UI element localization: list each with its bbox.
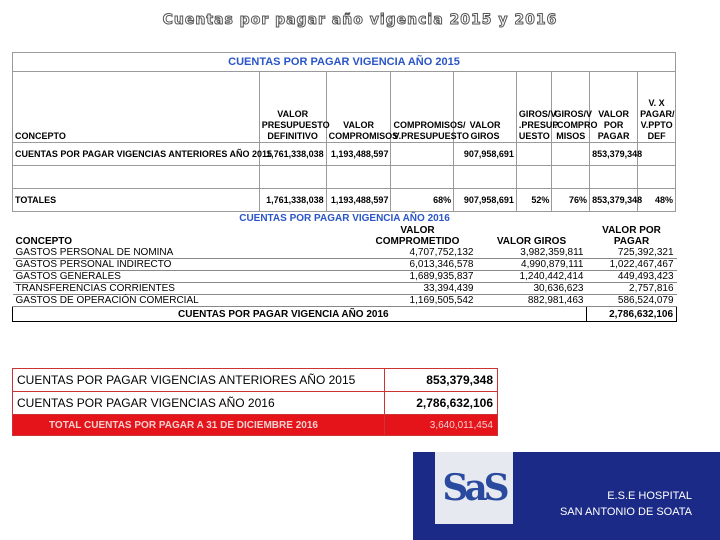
col-por-pagar: VALOR POR PAGAR	[590, 72, 638, 143]
table-row	[13, 283, 677, 295]
totals-xpagar-ppto: 48%	[638, 189, 676, 212]
row-concepto: CUENTAS POR PAGAR VIGENCIAS ANTERIORES AÑO 2015	[13, 143, 260, 166]
row-concepto: GASTOS DE OPERACIÓN COMERCIAL	[13, 295, 359, 307]
footer-label: CUENTAS POR PAGAR VIGENCIA AÑO 2016	[13, 307, 587, 322]
table-2015	[12, 52, 676, 212]
row-giros: 907,958,691	[454, 143, 517, 166]
row-giros: 30,636,623	[477, 283, 587, 295]
table-row	[13, 143, 676, 166]
totals-por-pagar: 853,379,348	[590, 189, 638, 212]
hospital-logo	[435, 452, 513, 524]
row-por-pagar: 586,524,079	[587, 295, 677, 307]
row-comprometido: 1,169,505,542	[359, 295, 477, 307]
row-por-pagar: 2,757,816	[587, 283, 677, 295]
col-comprometido: VALOR COMPROMETIDO	[375, 225, 460, 247]
row-giros: 882,981,463	[477, 295, 587, 307]
row-comprometido: 1,689,935,837	[359, 271, 477, 283]
col-giros-pres: GIROS/V .PRESUP UESTO	[516, 72, 552, 143]
hospital-name-line2: SAN ANTONIO DE SOATA	[559, 506, 692, 518]
hospital-name-line1: E.S.E HOSPITAL	[607, 490, 692, 502]
row-giros: 4,990,879,111	[477, 259, 587, 271]
col-compromisos: VALOR COMPROMISOS	[326, 72, 391, 143]
totals-giros-comp: 76%	[552, 189, 590, 212]
row-concepto: TRANSFERENCIAS CORRIENTES	[13, 283, 359, 295]
table-2015-header	[13, 72, 676, 143]
row-giros: 3,982,359,811	[477, 247, 587, 259]
table-row	[13, 295, 677, 307]
summary-value: 853,379,348	[385, 369, 498, 392]
table-totals-row	[13, 189, 676, 212]
summary-value: 2,786,632,106	[385, 392, 498, 415]
col-giros: VALOR GIROS	[454, 72, 517, 143]
summary-total-value: 3,640,011,454	[385, 415, 498, 436]
footer-total: 2,786,632,106	[587, 307, 677, 322]
row-presupuesto: 1,761,338,038	[259, 143, 326, 166]
hospital-name	[560, 488, 692, 520]
col-concepto: CONCEPTO	[15, 236, 72, 247]
col-comp-pres: COMPROMISOS/ V.PRESUPUESTO	[391, 72, 454, 143]
table-row	[13, 259, 677, 271]
summary-table	[12, 368, 498, 436]
col-xpagar-ppto: V. X PAGAR/ V.PPTO DEF	[638, 72, 676, 143]
row-comprometido: 4,707,752,132	[359, 247, 477, 259]
table-row	[13, 369, 498, 392]
logo-text: SaS	[442, 467, 506, 509]
row-giros: 1,240,442,414	[477, 271, 587, 283]
summary-label: CUENTAS POR PAGAR VIGENCIAS ANTERIORES AÑO 2015	[13, 369, 385, 392]
table-2016-header	[13, 225, 677, 247]
row-por-pagar: 1,022,467,467	[587, 259, 677, 271]
page-title: Cuentas por pagar año vigencia 2015 y 2016	[162, 12, 558, 28]
row-concepto: GASTOS PERSONAL DE NOMINA	[13, 247, 359, 259]
row-concepto: GASTOS GENERALES	[13, 271, 359, 283]
row-compromisos: 1,193,488,597	[326, 143, 391, 166]
table-2016	[12, 212, 677, 322]
table-row	[13, 271, 677, 283]
hospital-banner	[413, 452, 720, 540]
totals-label: TOTALES	[13, 189, 260, 212]
totals-compromisos: 1,193,488,597	[326, 189, 391, 212]
col-concepto: CONCEPTO	[13, 72, 260, 143]
summary-label: CUENTAS POR PAGAR VIGENCIAS AÑO 2016	[13, 392, 385, 415]
table-2016-footer	[13, 307, 677, 322]
row-por-pagar: 853,379,348	[590, 143, 638, 166]
table-row	[13, 392, 498, 415]
row-por-pagar: 449,493,423	[587, 271, 677, 283]
table-row	[13, 247, 677, 259]
table-2016-caption: CUENTAS POR PAGAR VIGENCIA AÑO 2016	[239, 213, 450, 224]
col-giros: VALOR GIROS	[496, 236, 567, 247]
summary-total-row	[13, 415, 498, 436]
row-concepto: GASTOS PERSONAL INDIRECTO	[13, 259, 359, 271]
col-por-pagar: VALOR POR PAGAR	[602, 225, 661, 247]
row-comprometido: 6,013,346,578	[359, 259, 477, 271]
col-presupuesto: VALOR PRESUPUESTO DEFINITIVO	[259, 72, 326, 143]
col-giros-comp: GIROS/V .COMPRO MISOS	[552, 72, 590, 143]
summary-total-label: TOTAL CUENTAS POR PAGAR A 31 DE DICIEMBRE 2016	[13, 415, 385, 436]
totals-comp-pres: 68%	[391, 189, 454, 212]
totals-giros: 907,958,691	[454, 189, 517, 212]
totals-giros-pres: 52%	[516, 189, 552, 212]
totals-presupuesto: 1,761,338,038	[259, 189, 326, 212]
table-row-empty	[13, 166, 676, 189]
row-por-pagar: 725,392,321	[587, 247, 677, 259]
row-comprometido: 33,394,439	[359, 283, 477, 295]
table-2015-caption: CUENTAS POR PAGAR VIGENCIA AÑO 2015	[13, 53, 676, 72]
